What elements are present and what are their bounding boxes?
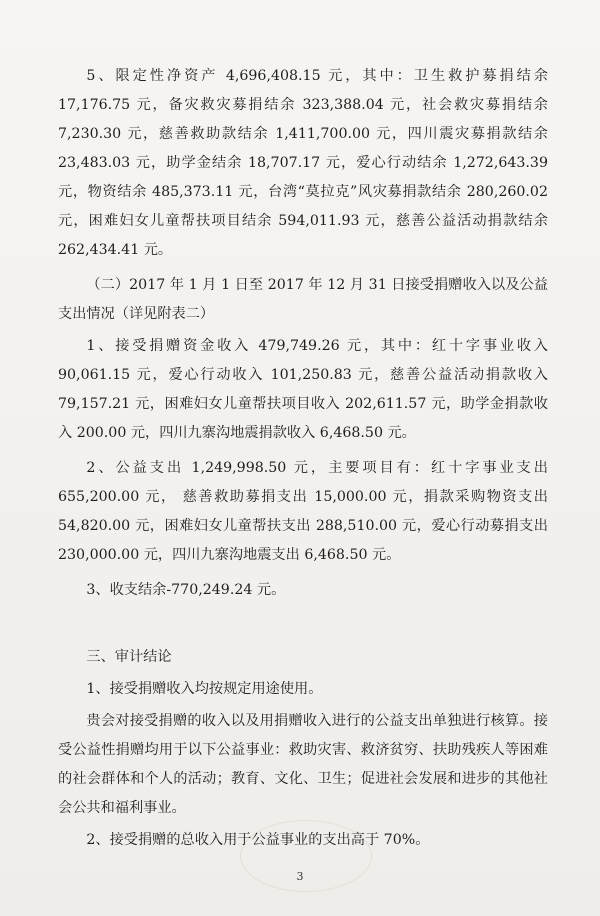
- paragraph-section-2-heading: （二）2017 年 1 月 1 日至 2017 年 12 月 31 日接受捐赠收入以及公益支出情况（详见附表二）: [58, 277, 548, 322]
- paragraph-public-welfare-expenditure: 2、公益支出 1,249,998.50 元，主要项目有：红十字事业支出 655,200.00 元， 慈善救助募捐支出 15,000.00 元，捐款采购物资支出 54,820.00 元，困难妇女儿童帮扶支出 288,510.00 元，爱心行动募捐支出 230,000.00 元，四川九寨沟地震支出 6,468.50 元。: [58, 460, 548, 563]
- paragraph-accounting-statement: 贵会对接受捐赠的收入以及用捐赠收入进行的公益支出单独进行核算。接受公益性捐赠均用于以下公益事业：救助灾害、救济贫穷、扶助残疾人等困难的社会群体和个人的活动；教育、文化、卫生；促进社会发展和进步的其他社会公共和福利事业。: [58, 713, 548, 816]
- paragraph-restricted-net-assets: 5、限定性净资产 4,696,408.15 元，其中：卫生救护募捐结余 17,176.75 元，备灾救灾募捐结余 323,388.04 元，社会救灾募捐结余 7,230.30 元，慈善救助款结余 1,411,700.00 元，四川震灾募捐款结余 23,483.03 元，助学金结余 18,707.17 元，爱心行动结余 1,272,643.39 元，物资结余 485,373.11 元，台湾“莫拉克”风灾募捐款结余 280,260.02 元，困难妇女儿童帮扶项目结余 594,011.93 元，慈善公益活动捐款结余 262,434.41 元。: [58, 68, 548, 258]
- paragraph-donation-income: 1、接受捐赠资金收入 479,749.26 元，其中：红十字事业收入 90,061.15 元，爱心行动收入 101,250.83 元，慈善公益活动捐款收入 79,157.21 元，困难妇女儿童帮扶项目收入 202,611.57 元，助学金捐款收入 200.00 元，四川九寨沟地震捐款收入 6,468.50 元。: [58, 338, 548, 441]
- page-number: 3: [296, 870, 304, 883]
- section-heading-audit-conclusion: 三、审计结论: [86, 649, 172, 665]
- paragraph-conclusion-2: 2、接受捐赠的总收入用于公益事业的支出高于 70%。: [86, 832, 430, 848]
- paragraph-balance: 3、收支结余-770,249.24 元。: [86, 582, 286, 598]
- paragraph-conclusion-1: 1、接受捐赠收入均按规定用途使用。: [86, 681, 323, 697]
